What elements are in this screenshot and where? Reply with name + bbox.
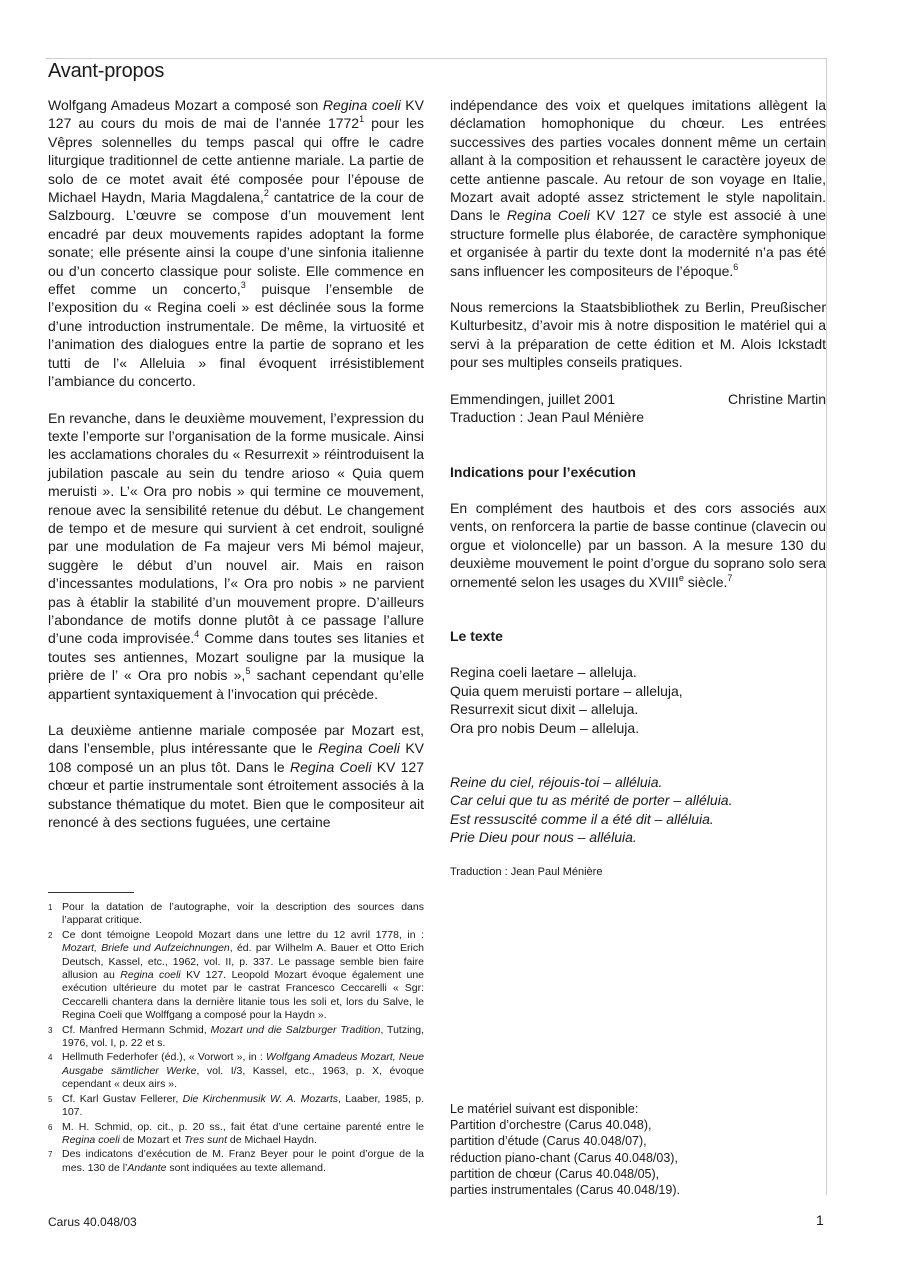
text-run: sachant cependant qu’elle appartient syntaxiquement à l’invocation qui précède.: [48, 667, 424, 702]
paragraph: [450, 499, 826, 591]
footnote-number: 4: [48, 1053, 53, 1063]
italic-text: Regina coeli: [62, 1133, 120, 1146]
paragraph: [48, 409, 424, 704]
paragraph: [450, 298, 826, 372]
footnote-ref: 2: [263, 188, 269, 199]
text-run: de Mozart et: [119, 1133, 184, 1146]
footnote-number: 5: [48, 1094, 53, 1104]
text-run: siècle.: [683, 573, 728, 590]
footnote-ref: 4: [194, 629, 200, 640]
italic-text: Tres sunt: [184, 1133, 227, 1146]
footnote-ref: 5: [245, 666, 251, 677]
available-item: réduction piano-chant (Carus 40.048/03),: [450, 1150, 678, 1165]
text-run: La deuxième antienne mariale composée par Mozart est, dans l’ensemble, plus intéressante que le: [48, 722, 424, 757]
footnote: [48, 1051, 424, 1091]
footnote-ref: 3: [240, 280, 246, 291]
available-intro: Le matériel suivant est disponible:: [450, 1102, 639, 1116]
paragraph: [48, 721, 424, 831]
text-run: , éd. par Wilhelm A. Bauer et Otto Erich Deutsch, Kassel, etc., 1962, vol. II, p. 337. Le passage semble bien faire allusion au: [62, 942, 424, 982]
footnotes: [48, 892, 424, 1176]
text-run: pour les Vêpres solennelles du temps pascal qui offre le cadre liturgique traditionnel de cette antienne mariale. La partie de solo de ce motet avait été composée pour l’épouse de Michael Haydn, Maria Magdalena,: [48, 115, 424, 206]
verse-line: Resurrexit sicut dixit – alleluja.: [450, 701, 639, 718]
footnote-text: [62, 1024, 424, 1051]
verse-line: Reine du ciel, réjouis-toi – alléluia.: [450, 773, 663, 790]
text-run: Des indicatons d’exécution de M. Franz Beyer pour le point d’orgue de la mes. 130 de l’: [62, 1148, 424, 1174]
left-column: [48, 96, 424, 849]
footnote-list: [48, 901, 424, 1175]
text-run: KV 127. Leopold Mozart évoque également une exécution ultérieure du motet par le castrat Francesco Ceccarelli « Sgr: Ceccarelli chantera dans la dernière litanie tous les soli et, lors du Salve, le Regina Coeli que Wolffgang a composé pour la Haydn ».: [62, 969, 425, 1022]
text-run: , Laaber, 1985, p. 107.: [62, 1092, 425, 1119]
footnote: [48, 1093, 424, 1120]
verse-line: Ora pro nobis Deum – alleluja.: [450, 719, 640, 736]
footnote-ref: e: [678, 572, 684, 583]
text-run: En complément des hautbois et des cors associés aux vents, on renforcera la partie de basse continue (clavecin ou orgue et violoncelle) par un basson. A la mesure 130 du deuxième mouvement le point d’orgue du soprano solo sera ornementé selon les usages du XVIII: [450, 499, 826, 590]
translator-credit: Traduction : Jean Paul Ménière: [450, 409, 645, 426]
section-heading-text: Le texte: [450, 627, 503, 644]
signature-name: Christine Martin: [727, 390, 826, 407]
footnote-text: [62, 1121, 424, 1148]
italic-text: Mozart und die Salzburger Tradition: [210, 1023, 381, 1036]
text-run: de Michael Haydn.: [226, 1133, 317, 1146]
italic-text: Regina coeli: [322, 97, 401, 113]
footnote-ref: 7: [727, 572, 733, 583]
text-run: Nous remercions la Staatsbibliothek zu Berlin, Preußischer Kulturbesitz, d’avoir mis à notre disposition le matériel qui a servi à la préparation de cette édition et M. Alois Ickstadt pour ses multiples conseils pratiques.: [450, 299, 826, 371]
page-number: 1: [816, 1212, 824, 1228]
footnote-text: [62, 929, 424, 1023]
section-heading-performance: Indications pour l’exécution: [450, 463, 636, 480]
footnote-number: 3: [48, 1025, 53, 1035]
signature-block: [450, 390, 826, 427]
text-run: M. H. Schmid, op. cit., p. 20 ss., fait état d’une certaine parenté entre le: [62, 1120, 424, 1133]
verse-line: Quia quem meruisti portare – alleluja,: [450, 682, 683, 699]
footnote-text: [62, 1093, 424, 1120]
italic-text: Regina Coeli: [318, 740, 400, 757]
footnote-number: 2: [48, 930, 53, 940]
verse-line: Car celui que tu as mérité de porter – alléluia.: [450, 792, 733, 809]
text-run: KV 108 composé un an plus tôt. Dans le: [48, 740, 424, 775]
italic-text: Regina Coeli: [289, 758, 372, 775]
available-item: parties instrumentales (Carus 40.048/19).: [450, 1183, 680, 1198]
footnote-number: 1: [48, 903, 53, 912]
text-run: En revanche, dans le deuxième mouvement, l’expression du texte l’emporte sur l’organisation de la forme musicale. Ainsi les acclamations chorales du « Resurrexit » réintroduisent la jubilation pascale au sein du tendre arioso « Quia quem meruisti ». L’« Ora pro nobis » qui termine ce mouvement, renoue avec la sensibilité retenue du début. Le changement de tempo et de mesure qui survient à cet endroit, souligné par une modulation de Fa majeur vers Mi bémol majeur, suggère le début d’un nouvel air. Mais en raison d’incessantes modulations, l’« Ora pro nobis » ne parvient pas à établir la stabilité d’un mouvement propre. D’ailleurs l’abondance de motifs donne plutôt à ce passage l’allure d’une coda improvisée.: [48, 409, 424, 647]
footnote-ref: 1: [359, 114, 365, 125]
available-item: Partition d’orchestre (Carus 40.048),: [450, 1118, 652, 1133]
paragraph: [450, 96, 826, 280]
footnote: [48, 1121, 424, 1148]
text-run: Ce dont témoigne Leopold Mozart dans une lettre du 12 avril 1778, in :: [62, 928, 424, 941]
text-run: KV 127 chœur et partie instrumentale sont étroitement associés à la substance thématique du motet. Bien que le compositeur ait renoncé à des sections fuguées, une certaine: [48, 758, 424, 831]
text-run: Comme dans toutes ses litanies et toutes ses antiennes, Mozart souligne par la musique la prière de l’ « Ora pro nobis »,: [48, 630, 424, 684]
text-run: Cf. Karl Gustav Fellerer,: [62, 1092, 183, 1105]
signature-place: Emmendingen, juillet 2001: [450, 390, 615, 407]
italic-text: Andante: [127, 1161, 167, 1174]
available-item: partition de chœur (Carus 40.048/05),: [450, 1166, 660, 1181]
italic-text: Wolfgang Amadeus Mozart, Neue Ausgabe sämtlicher Werke: [62, 1051, 425, 1077]
italic-text: Die Kirchenmusik W. A. Mozarts: [182, 1092, 339, 1105]
text-run: , Tutzing, 1976, vol. I, p. 22 et s.: [62, 1023, 425, 1050]
text-run: indépendance des voix et quelques imitations allègent la déclamation homophonique du chœur. Les entrées successives des parties vocales donnent même un certain allant à la composition et rehaussent le caractère joyeux de cette antienne pascale. Au retour de son voyage en Italie, Mozart avait adopté assez strictement le style napolitain. Dans le: [450, 97, 826, 224]
text-run: sont indiquées au texte allemand.: [166, 1161, 326, 1174]
footnote-text: [62, 901, 424, 928]
footnote-number: 6: [48, 1122, 53, 1132]
footnote-number: 7: [48, 1150, 53, 1160]
available-materials: [450, 1101, 810, 1198]
text-run: , vol. I/3, Kassel, etc., 1963, p. X, évoque cependant « deux airs ».: [62, 1064, 424, 1091]
available-item: partition d’étude (Carus 40.048/07),: [450, 1134, 647, 1149]
footnote: [48, 1024, 424, 1051]
verse-line: Est ressuscité comme il a été dit – alléluia.: [450, 810, 714, 827]
text-run: Hellmuth Federhofer (éd.), « Vorwort », in :: [62, 1051, 267, 1064]
footnote-text: [62, 1148, 424, 1175]
verse-line: Prie Dieu pour nous – alléluia.: [450, 829, 637, 846]
paragraph: [48, 96, 424, 391]
french-translation: [450, 773, 826, 847]
text-run: KV 127 au cours du mois de mai de l’année 1772: [48, 97, 424, 132]
translation-credit: Traduction : Jean Paul Ménière: [450, 865, 603, 878]
italic-text: Regina Coeli: [506, 207, 590, 224]
footnote-text: [62, 1051, 424, 1091]
footnote: [48, 929, 424, 1023]
text-run: KV 127 ce style est associé à une structure formelle plus élaborée, de caractère symphonique et organisée à partir du texte dont la modernité n’a pas été sans influencer les compositeurs de l’époque.: [450, 207, 827, 279]
footnote-rule: [48, 892, 134, 893]
footnote: [48, 1148, 424, 1175]
italic-text: Regina coeli: [120, 969, 181, 982]
text-run: puisque l’ensemble de l’exposition du « Regina coeli » est déclinée sous la forme d’une introduction instrumentale. De même, la virtuosité et l’animation des dialogues entre la partie de soprano et les tutti de l’« Alleluia » final évoquent irrésistiblement l’ambiance du concerto.: [48, 281, 424, 390]
page-title: Avant-propos: [48, 60, 165, 82]
text-run: Cf. Manfred Hermann Schmid,: [62, 1023, 211, 1036]
text-run: cantatrice de la cour de Salzbourg. L’œuvre se compose d’un mouvement lent encadré par deux mouvements rapides adoptant la forme sonate; elle présente ainsi la coupe d’une sinfonia italienne ou d’un concerto classique pour soliste. Elle commence en effet comme un concerto,: [48, 189, 424, 298]
text-run: Wolfgang Amadeus Mozart a composé son: [48, 97, 323, 113]
verse-line: Regina coeli laetare – alleluja.: [450, 664, 637, 681]
latin-text: [450, 663, 826, 737]
footnote-ref: 6: [733, 261, 739, 272]
italic-text: Mozart, Briefe und Aufzeichnungen: [62, 942, 230, 955]
catalog-number: Carus 40.048/03: [48, 1215, 137, 1229]
right-column: [450, 96, 826, 881]
footnote: [48, 901, 424, 928]
text-run: Pour la datation de l’autographe, voir la description des sources dans l’apparat critique.: [62, 901, 424, 927]
